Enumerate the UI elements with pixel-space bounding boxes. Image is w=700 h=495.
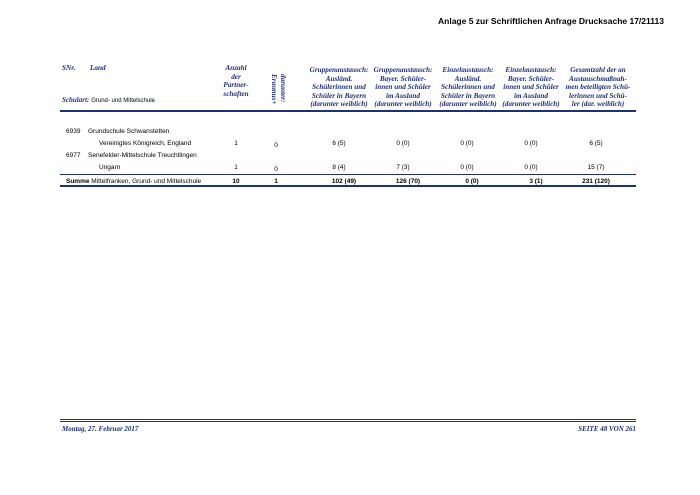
schulart-line xyxy=(62,96,155,104)
header-single-bavarian: Einzelaustausch: Bayer. Schüler- innen und Schüler im Ausland (darunter weiblich) xyxy=(502,66,560,109)
header-group-bavarian: Gruppenaustausch: Bayer. Schüler- innen und Schüler im Ausland (darunter weiblich) xyxy=(373,66,433,109)
footer-rule-bottom xyxy=(60,421,636,422)
row-c2: 0 (0) xyxy=(396,140,410,147)
row-erasmus: 0 xyxy=(274,142,278,149)
summary-c4: 3 (1) xyxy=(529,178,543,185)
summary-c2: 126 (70) xyxy=(395,178,421,185)
row-c2: 7 (3) xyxy=(396,164,410,171)
summary-erasmus: 1 xyxy=(274,178,278,185)
header-single-foreign: Einzelaustausch: Ausländ. Schülerinnen und Schüler in Bayern (darunter weiblich) xyxy=(439,66,497,109)
summary-anzahl: 10 xyxy=(232,178,240,185)
row-snr: 6977 xyxy=(66,152,81,159)
header-group-foreign: Gruppenaustausch: Ausländ. Schülerinnen und Schüler in Bayern (darunter weiblich) xyxy=(309,66,369,109)
row-c3: 0 (0) xyxy=(460,164,474,171)
row-c5: 15 (7) xyxy=(587,164,605,171)
header-anzahl: Anzahl der Partner- schaften xyxy=(223,64,249,98)
summary-c3: 0 (0) xyxy=(465,178,479,185)
header-total: Gesamtzahl der an Austauschmaßnah- men beteiligten Schü- lerinnen und Schü- ler (dar. weiblich) xyxy=(565,66,631,109)
summary-bottom-rule xyxy=(60,185,636,187)
header-rule xyxy=(60,110,636,112)
row-anzahl: 1 xyxy=(234,164,238,171)
row-c4: 0 (0) xyxy=(524,140,538,147)
summary-text: Mittelfranken, Grund- und Mittelschule xyxy=(91,178,202,185)
row-c5: 6 (5) xyxy=(589,140,603,147)
summary-label: Summe xyxy=(66,178,90,185)
summary-row xyxy=(66,178,201,185)
footer-date: Montag, 27. Februar 2017 xyxy=(62,425,139,433)
header-land: Land xyxy=(90,64,106,72)
header-erasmus: darunter: Erasmus+ xyxy=(270,74,287,105)
summary-c1: 102 (49) xyxy=(331,178,357,185)
row-school: Senefelder-Mittelschule Treuchtlingen xyxy=(88,152,197,159)
summary-rule xyxy=(60,174,636,175)
schulart-label: Schulart: xyxy=(62,96,90,104)
footer-page-number: SEITE 48 VON 261 xyxy=(578,425,636,433)
summary-c5: 231 (120) xyxy=(582,178,610,185)
row-c4: 0 (0) xyxy=(524,164,538,171)
row-land: Vereinigtes Königreich, England xyxy=(99,140,192,147)
row-anzahl: 1 xyxy=(234,140,238,147)
row-school: Grundschule Schwanstetten xyxy=(88,128,170,135)
table-row xyxy=(66,128,80,135)
row-c1: 8 (4) xyxy=(332,164,346,171)
row-snr: 6939 xyxy=(66,128,81,135)
row-land: Ungarn xyxy=(99,164,121,171)
footer-rule-top xyxy=(60,419,636,420)
schulart-value: Grund- und Mittelschule xyxy=(91,98,155,104)
row-c3: 0 (0) xyxy=(460,140,474,147)
header-snr: SNr. xyxy=(62,64,76,72)
document-header: Anlage 5 zur Schriftlichen Anfrage Drucksache 17/21113 xyxy=(438,16,664,26)
table-row xyxy=(66,152,80,159)
row-erasmus: 0 xyxy=(274,166,278,173)
row-c1: 6 (5) xyxy=(332,140,346,147)
